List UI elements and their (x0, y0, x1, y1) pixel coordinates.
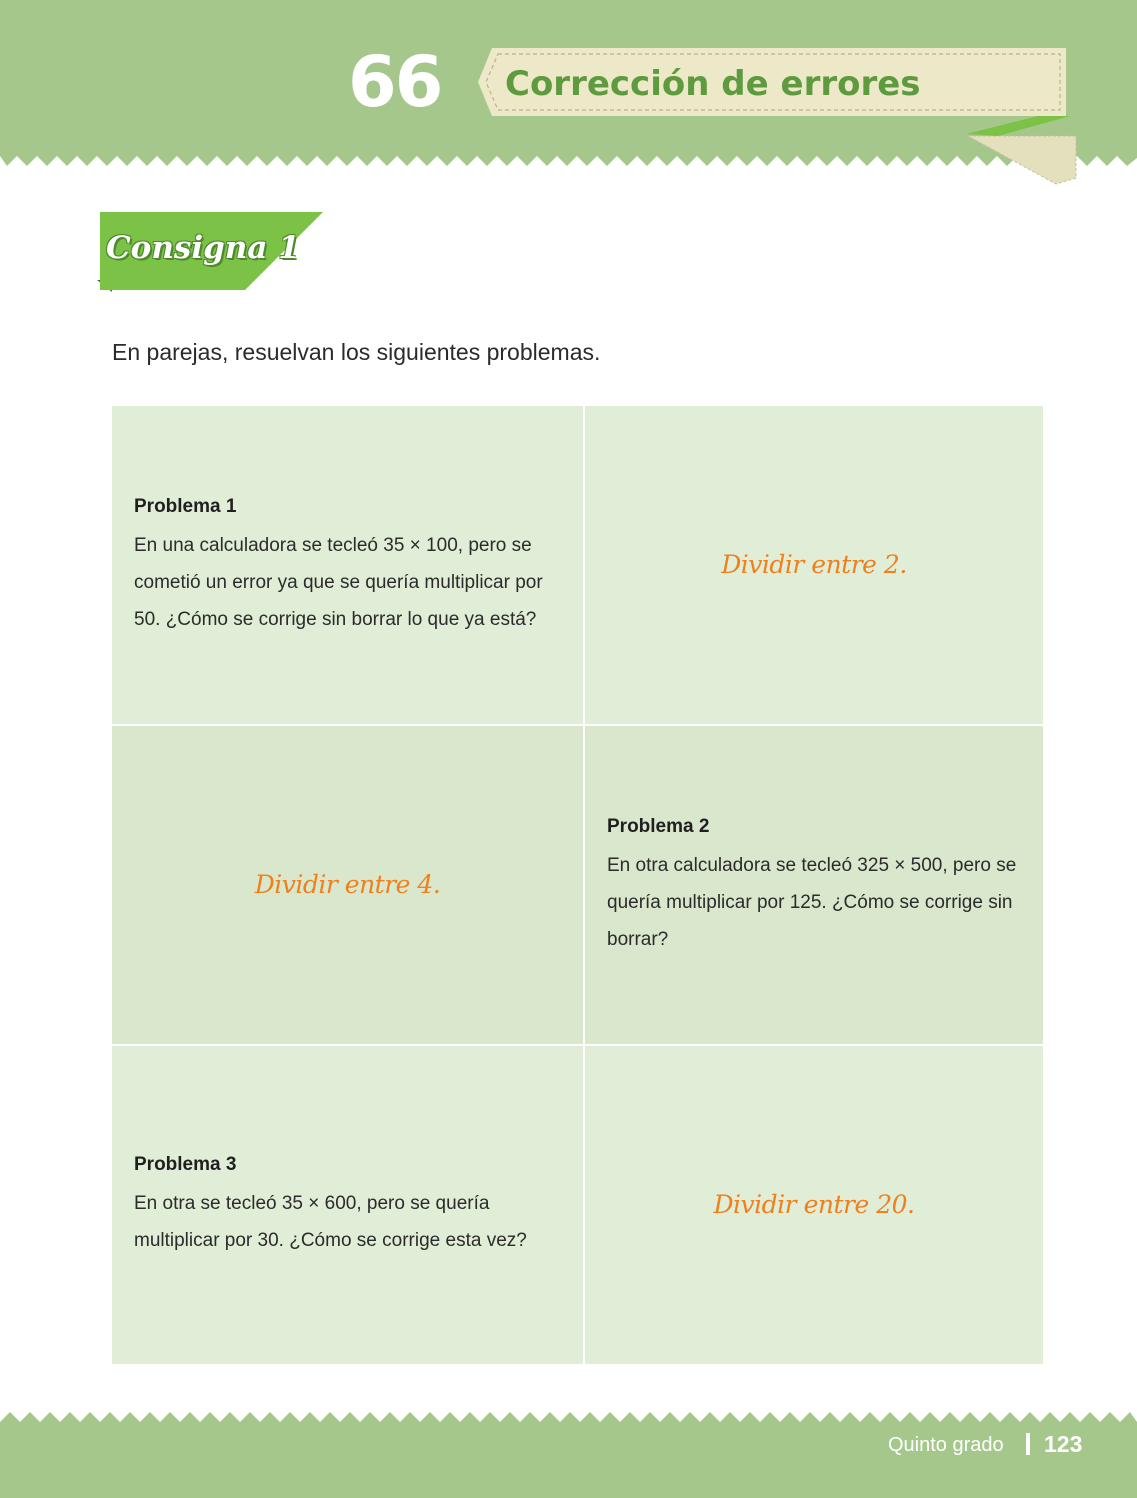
problem-1-title: Problema 1 (134, 495, 237, 517)
page-number: 123 (1044, 1431, 1083, 1457)
instruction-text: En parejas, resuelvan los siguientes problemas. (112, 339, 601, 365)
problems-grid (112, 406, 1043, 1362)
problem-1-cell (112, 406, 583, 724)
problem-2-text: En otra calculadora se tecleó 325 × 500, pero se quería multiplicar por 125. ¿Cómo se corrige sin borrar? (607, 854, 1017, 950)
problem-3-cell (112, 1046, 583, 1364)
problem-1-text: En una calculadora se tecleó 35 × 100, pero se cometió un error ya que se quería multiplicar por 50. ¿Cómo se corrige sin borrar lo que ya está? (134, 534, 543, 630)
problem-2-cell (585, 726, 1043, 1044)
answer-1-cell (585, 406, 1043, 724)
problem-2-title: Problema 2 (607, 815, 710, 837)
answer-3-text: Dividir entre 20. (713, 1190, 915, 1219)
lesson-title: Corrección de errores (505, 64, 921, 104)
answer-2-text: Dividir entre 4. (254, 870, 441, 899)
footer-separator (1026, 1433, 1030, 1455)
lesson-number: 66 (348, 41, 442, 123)
answer-3-cell (585, 1046, 1043, 1364)
problem-3-text: En otra se tecleó 35 × 600, pero se quería multiplicar por 30. ¿Cómo se corrige esta vez? (134, 1193, 527, 1251)
problem-3-title: Problema 3 (134, 1154, 237, 1175)
answer-1-text: Dividir entre 2. (721, 550, 907, 579)
consigna-label: Consigna 1 (106, 230, 300, 266)
footer-grade: Quinto grado (888, 1434, 1004, 1456)
answer-2-cell (112, 726, 583, 1044)
